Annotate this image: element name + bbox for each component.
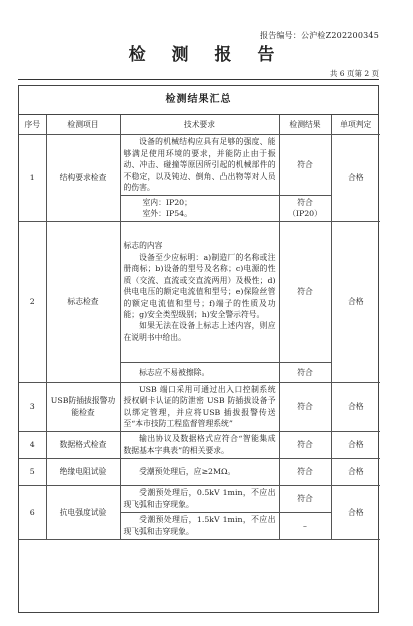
- requirement-text: 受潮预处理后，应≥2MΩ。: [120, 458, 279, 485]
- table-row: [19, 221, 380, 362]
- page-info: 共 6 页第 2 页: [329, 69, 379, 78]
- result-text: 符合: [279, 382, 331, 431]
- table-row: [19, 431, 380, 458]
- verdict-text: 合格: [331, 458, 380, 485]
- row-number: 4: [19, 431, 46, 458]
- requirement-line: 室外：IP54。: [142, 209, 192, 219]
- test-item: 结构要求检查: [46, 135, 120, 222]
- result-text: 符合（IP20）: [279, 196, 331, 222]
- verdict-text: 合格: [331, 431, 380, 458]
- header-row: [19, 115, 380, 135]
- verdict-text: 合格: [331, 382, 380, 431]
- requirement-text: [120, 196, 279, 222]
- result-text: 符合: [279, 458, 331, 485]
- test-item: 标志检查: [46, 221, 120, 382]
- requirement-line: 设备至少应标明：a)制造厂的名称或注册商标；b)设备的型号及名称；c)电源的性质（交流、直流或交直流两用）及极性；d)供电电压的额定电流值和型号；e)保险丝管的额定电流值和型号；f)端子的性质及功能；g)安全类型级别；h)安全警示符号。: [123, 252, 276, 319]
- row-number: 3: [19, 382, 46, 431]
- table-row: [19, 382, 380, 431]
- result-text: 符合: [279, 135, 331, 196]
- requirement-line: 室内：IP20；: [142, 198, 192, 207]
- requirement-text: [120, 221, 279, 362]
- verdict-text: 合格: [331, 485, 380, 539]
- row-number: 6: [19, 485, 46, 539]
- report-number: 报告编号：公沪检Z202200345: [260, 31, 379, 40]
- result-text: 符合: [279, 362, 331, 382]
- verdict-text: 合格: [331, 135, 380, 222]
- test-item: USB防插拔报警功能检查: [46, 382, 120, 431]
- result-text: 符合: [279, 221, 331, 362]
- row-number: 5: [19, 458, 46, 485]
- col-header-no: 序号: [19, 115, 46, 135]
- result-text: 符合: [279, 431, 331, 458]
- requirement-line: 如果无法在设备上标志上述内容，则应在说明书中给出。: [123, 321, 276, 342]
- requirement-text: 设备的机械结构应具有足够的强度、能够满足使用环境的要求，并能防止由于振动、冲击、碰撞等原因所引起的机械部件的不稳定，以及钝边、倒角、凸出物等对人员的伤害。: [120, 135, 279, 196]
- verdict-text: 合格: [331, 221, 380, 382]
- col-header-verdict: 单项判定: [331, 115, 380, 135]
- table-row: [19, 485, 380, 512]
- requirement-line: 标志的内容: [123, 241, 163, 251]
- table-row: [19, 135, 380, 196]
- result-text: 符合: [279, 485, 331, 512]
- col-header-item: 检测项目: [46, 115, 120, 135]
- header-rule: [18, 79, 379, 80]
- test-item: 数据格式检查: [46, 431, 120, 458]
- row-number: 2: [19, 221, 46, 382]
- table-row: [19, 458, 380, 485]
- test-item: 绝缘电阻试验: [46, 458, 120, 485]
- test-item: 抗电强度试验: [46, 485, 120, 539]
- col-header-result: 检测结果: [279, 115, 331, 135]
- results-table: [19, 115, 380, 540]
- requirement-text: 受潮预处理后，1.5kV 1min，不应出现飞弧和击穿现象。: [120, 512, 279, 539]
- row-number: 1: [19, 135, 46, 222]
- requirement-text: USB 端口采用可通过出入口控制系统授权刷卡认证的防泄密 USB 防插拔设备予以绑定管理，并应将USB 插拔报警传送至“本市技防工程监督管理系统”: [120, 382, 279, 431]
- col-header-requirement: 技术要求: [120, 115, 279, 135]
- report-title: 检 测 报 告: [128, 45, 285, 65]
- results-summary: [18, 85, 379, 613]
- requirement-text: 标志应不易被擦除。: [120, 362, 279, 382]
- requirement-text: 输出协议及数据格式应符合“智能集成数据基本字典表”的相关要求。: [120, 431, 279, 458]
- result-text: –: [279, 512, 331, 539]
- requirement-text: 受潮预处理后，0.5kV 1min，不应出现飞弧和击穿现象。: [120, 485, 279, 512]
- summary-title: 检测结果汇总: [19, 86, 378, 115]
